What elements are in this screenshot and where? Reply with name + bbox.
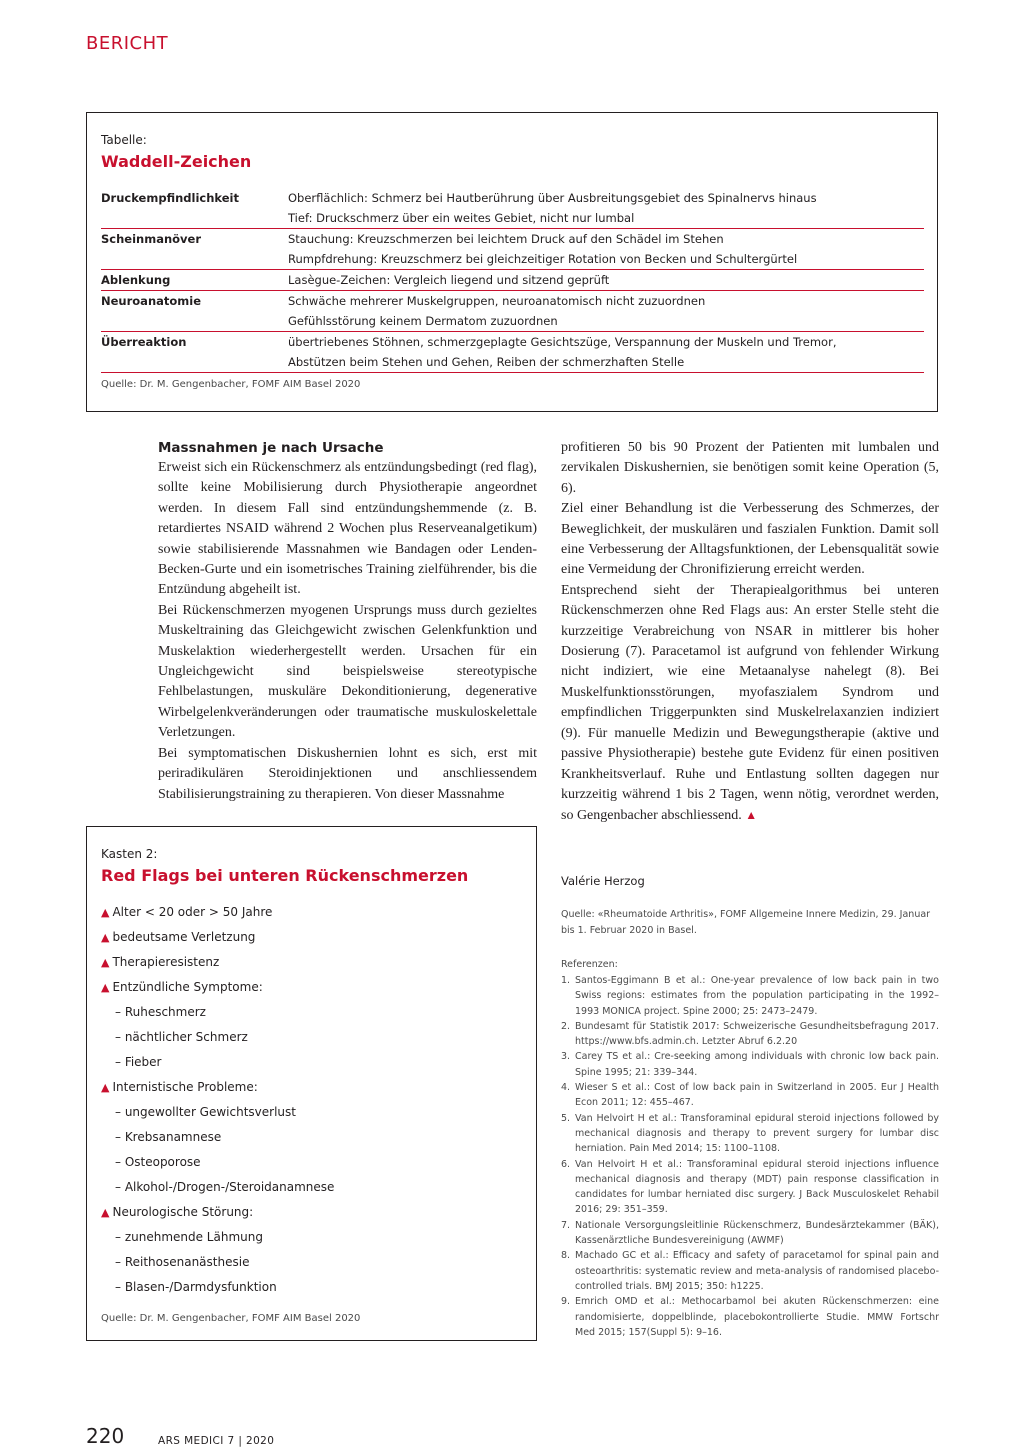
row-key: Ablenkung <box>101 273 171 287</box>
author: Valérie Herzog <box>561 874 645 888</box>
list-subitem: – Ruheschmerz <box>115 1005 206 1019</box>
row-key: Überreaktion <box>101 335 187 349</box>
list-subitem: – Fieber <box>115 1055 162 1069</box>
triangle-icon: ▲ <box>101 906 110 919</box>
table-row <box>101 249 924 270</box>
waddell-table <box>101 188 924 373</box>
triangle-icon: ▲ <box>101 981 110 994</box>
triangle-icon: ▲ <box>101 956 110 969</box>
list-subitem: – Alkohol-/Drogen-/Steroidanamnese <box>115 1180 335 1194</box>
row-key: Neuroanatomie <box>101 294 202 308</box>
row-value: Rumpfdrehung: Kreuzschmerz bei gleichzeitiger Rotation von Becken und Schultergürtel <box>288 252 798 266</box>
reference-item: 8. Machado GC et al.: Efficacy and safety of paracetamol for spinal pain and osteoarthritis: systematic review and meta-analysis of randomised placebo-controlled trials. BMJ 2015; 350: h1225. <box>561 1250 939 1292</box>
triangle-icon: ▲ <box>101 931 110 944</box>
paragraph <box>561 581 939 827</box>
red-flags-list <box>101 903 521 1303</box>
box-kicker: Kasten 2: <box>101 847 158 861</box>
reference-item: 3. Carey TS et al.: Cre-seeking among individuals with chronic low back pain. Spine 1995; 21: 339–344. <box>561 1051 939 1078</box>
list-item: ▲ Therapieresistenz <box>101 955 220 969</box>
page-number: 220 <box>86 1424 125 1448</box>
list-subitem: – ungewollter Gewichtsverlust <box>115 1105 296 1119</box>
table-row <box>101 291 924 311</box>
list-subitem: – Blasen-/Darmdysfunktion <box>115 1280 277 1294</box>
triangle-icon: ▲ <box>101 1206 110 1219</box>
source-note: Quelle: «Rheumatoide Arthritis», FOMF Allgemeine Innere Medizin, 29. Januar bis 1. Februar 2020 in Basel. <box>561 909 931 936</box>
reference-item: 9. Emrich OMD et al.: Methocarbamol bei akuten Rückenschmerzen: eine randomisierte, doppelblinde, placebokontrollierte Studie. MMW Fortschr Med 2015; 157(Suppl 5): 9–16. <box>561 1296 939 1338</box>
list-subitem: – Reithosenanästhesie <box>115 1255 250 1269</box>
list-subitem: – zunehmende Lähmung <box>115 1230 263 1244</box>
end-triangle-icon: ▲ <box>745 808 758 823</box>
row-key: Druckempfindlichkeit <box>101 191 239 205</box>
table-row <box>101 352 924 373</box>
paragraph: Bei Rückenschmerzen myogenen Ursprungs muss durch gezieltes Muskeltraining das Gleichgewicht zwischen Gelenkfunktion und Muskelaktion wiederhergestellt werden. Ursachen für ein Ungleichgewicht sind beispielsweise stereotypische Fehlbelastungen, muskuläre Dekonditionierung, degenerative Wirbelgelenkveränderungen oder traumatische muskuloskelettale Verletzungen. <box>158 602 537 741</box>
journal-name: ARS MEDICI 7 | 2020 <box>158 1435 275 1447</box>
row-value: übertriebenes Stöhnen, schmerzgeplagte Gesichtszüge, Verspannung der Muskeln und Tremor, <box>288 335 837 349</box>
table-row <box>101 229 924 249</box>
list-item: ▲ bedeutsame Verletzung <box>101 930 256 944</box>
waddell-table-box <box>86 112 938 412</box>
reference-item: 6. Van Helvoirt H et al.: Transforaminal epidural steroid injections influence mechanical diagnosis and therapy (MDT) pain response classification in candidates for lumbar herniated disc surgery. J Back Musculoskelet Rehabil 2016; 29: 351–359. <box>561 1158 939 1216</box>
table-row <box>101 188 924 208</box>
reference-item: 7. Nationale Versorgungsleitlinie Rückenschmerz, Bundesärztekammer (BÄK), Kassenärztliche Bundesvereinigung (AWMF) <box>561 1219 939 1247</box>
reference-item: 5. Van Helvoirt H et al.: Transforaminal epidural steroid injections followed by mechanical diagnosis and therapy to prevent surgery for lumbar disc herniation. Pain Med 2014; 15: 1100–1108. <box>561 1112 939 1155</box>
row-value: Lasègue-Zeichen: Vergleich liegend und sitzend geprüft <box>288 273 610 287</box>
box-title: Red Flags bei unteren Rückenschmerzen <box>101 866 469 885</box>
table-source: Quelle: Dr. M. Gengenbacher, FOMF AIM Basel 2020 <box>101 379 361 390</box>
row-key <box>101 249 288 269</box>
table-row <box>101 270 924 291</box>
article-left-column <box>158 438 537 805</box>
list-subitem: – Krebsanamnese <box>115 1130 222 1144</box>
references-heading: Referenzen: <box>561 959 618 970</box>
paragraph: profitieren 50 bis 90 Prozent der Patienten mit lumbalen und zervikalen Diskushernien, sie benötigen somit keine Operation (5, 6). <box>561 440 939 496</box>
table-row <box>101 332 924 352</box>
box-source: Quelle: Dr. M. Gengenbacher, FOMF AIM Basel 2020 <box>101 1313 361 1324</box>
row-value: Gefühlsstörung keinem Dermatom zuzuordnen <box>288 314 558 328</box>
list-subitem: – Osteoporose <box>115 1155 201 1169</box>
section-heading: Massnahmen je nach Ursache <box>158 440 384 456</box>
table-row <box>101 311 924 332</box>
row-value: Oberflächlich: Schmerz bei Hautberührung über Ausbreitungsgebiet des Spinalnervs hinaus <box>288 191 817 205</box>
red-flags-box <box>86 826 537 1341</box>
row-value: Abstützen beim Stehen und Gehen, Reiben der schmerzhaften Stelle <box>288 355 685 369</box>
paragraph: Ziel einer Behandlung ist die Verbesserung des Schmerzes, der Beweglichkeit, der muskulären und faszialen Funktion. Damit soll eine Verbesserung der Alltagsfunktionen, der Lebensqualität sowie eine Vermeidung der Chronifizierung erreicht werden. <box>561 501 939 578</box>
reference-item: 2. Bundesamt für Statistik 2017: Schweizerische Gesundheitsbefragung 2017. https://www.bfs.admin.ch. Letzter Abruf 6.2.20 <box>561 1020 939 1048</box>
reference-item: 1. Santos-Eggimann B et al.: One-year prevalence of low back pain in two Swiss regions: estimates from the population participating in the 1992–1993 MONICA project. Spine 2000; 25: 2473–2479. <box>561 975 939 1017</box>
list-item: ▲ Entzündliche Symptome: <box>101 980 263 994</box>
list-subitem: – nächtlicher Schmerz <box>115 1030 248 1044</box>
row-value: Stauchung: Kreuzschmerzen bei leichtem Druck auf den Schädel im Stehen <box>288 232 724 246</box>
paragraph-text: Entsprechend sieht der Therapiealgorithmus bei unteren Rückenschmerzen ohne Red Flags aus: An erster Stelle steht die kurzzeitige Verabreichung von NSAR in mittlerer bis hoher Dosierung (7). Paracetamol ist aufgrund von fehlender Wirkung nicht indiziert, wie eine Metaanalyse nahelegt (8). Bei Muskelfunktionsstörungen, myofaszialem Syndrom und empfindlichen Triggerpunkten sind Muskelrelaxanzien indiziert (9). Für manuelle Medizin und Bewegungstherapie (aktive und passive Physiotherapie) bestehe gute Evidenz für einen positiven Krankheitsverlauf. Ruhe und Entlastung sollten dagegen nur kurzzeitig während 1 bis 2 Tagen, wenn nötig, verordnet werden, so Gengenbacher abschliessend. <box>561 582 939 824</box>
section-label: BERICHT <box>86 33 169 54</box>
row-key <box>101 311 288 331</box>
row-key <box>101 208 288 228</box>
paragraph: Erweist sich ein Rückenschmerz als entzündungsbedingt (red flag), sollte keine Mobilisierung durch Physiotherapie angeordnet werden. In diesem Fall sind entzündungshemmende (z. B. retardiertes NSAID während 2 Wochen plus Reserveanalgetikum) sowie stabilisierende Massnahmen wie Bandagen oder Lenden-Becken-Gurte und ein isometrisches Training zielführender, bis die Entzündung abgeheilt ist. <box>158 460 537 598</box>
paragraph: Bei symptomatischen Diskushernien lohnt es sich, erst mit periradikulären Steroidinjektionen und anschliessendem Stabilisierungstraining zu therapieren. Von dieser Massnahme <box>158 745 537 802</box>
row-key: Scheinmanöver <box>101 232 202 246</box>
list-item: ▲ Alter < 20 oder > 50 Jahre <box>101 905 273 919</box>
list-item: ▲ Neurologische Störung: <box>101 1205 254 1219</box>
reference-item: 4. Wieser S et al.: Cost of low back pain in Switzerland in 2005. Eur J Health Econ 2011; 12: 455–467. <box>561 1082 939 1109</box>
table-kicker: Tabelle: <box>101 133 147 147</box>
article-right-column <box>561 438 939 827</box>
table-title: Waddell-Zeichen <box>101 152 252 171</box>
table-row <box>101 208 924 229</box>
row-value: Tief: Druckschmerz über ein weites Gebiet, nicht nur lumbal <box>288 211 635 225</box>
references-list <box>561 973 939 1340</box>
triangle-icon: ▲ <box>101 1081 110 1094</box>
list-item: ▲ Internistische Probleme: <box>101 1080 258 1094</box>
row-key <box>101 352 288 372</box>
row-value: Schwäche mehrerer Muskelgruppen, neuroanatomisch nicht zuzuordnen <box>288 294 706 308</box>
